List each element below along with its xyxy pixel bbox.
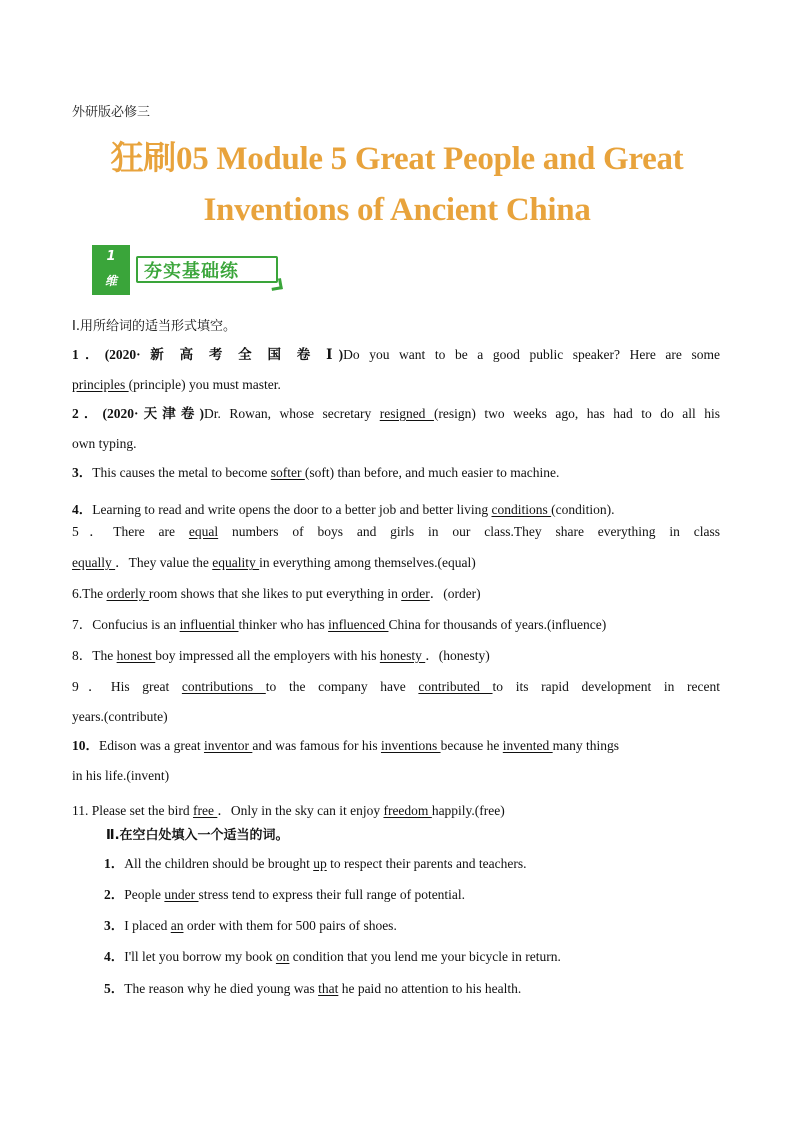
question-5-line-2: equally ．They value the equality in everything among themselves.(equal) xyxy=(72,555,476,570)
question-4: 4．Learning to read and write opens the door to a better job and better living conditions (condition). xyxy=(72,502,615,517)
question-2-line-2: own typing. xyxy=(72,436,137,451)
section-badge xyxy=(92,245,288,295)
answer-blank: equally xyxy=(72,555,116,570)
question-6: 6.The orderly room shows that she likes to put everything in order．(order) xyxy=(72,586,481,601)
series-label: 外研版必修三 xyxy=(72,105,151,120)
badge-label: 夯实基础练 xyxy=(136,256,278,283)
answer-blank: honest xyxy=(116,648,156,663)
answer-blank: influenced xyxy=(328,617,389,632)
question-1-line-2: principles (principle) you must master. xyxy=(72,377,281,392)
title-line-2: Inventions of Ancient China xyxy=(203,192,591,228)
fill-question-1: 1．All the children should be brought up to respect their parents and teachers. xyxy=(104,856,527,871)
answer-blank: contributed xyxy=(418,679,493,694)
answer-blank: inventions xyxy=(380,738,441,753)
question-7: 7．Confucius is an influential thinker who has influenced China for thousands of years.(influence) xyxy=(72,617,607,632)
question-3: 3．This causes the metal to become softer (soft) than before, and much easier to machine. xyxy=(72,465,560,480)
section-2-heading: Ⅱ.在空白处填入一个适当的词。 xyxy=(106,828,289,843)
answer-blank: softer xyxy=(270,465,305,480)
answer-blank: order xyxy=(401,586,430,601)
badge-tick-icon xyxy=(270,278,283,291)
badge-number-top: 1 xyxy=(106,249,116,264)
badge-number xyxy=(92,245,130,295)
question-2-source: (2020·天津卷) xyxy=(102,406,204,421)
answer-blank: principles xyxy=(72,377,129,392)
question-5-line-1: 5．There are equal numbers of boys and girls in our class.They share everything in class xyxy=(72,524,720,539)
answer-blank: an xyxy=(170,918,184,933)
answer-blank: equal xyxy=(188,524,219,539)
question-1-source: (2020· 新 高 考 全 国 卷 Ⅰ) xyxy=(104,347,344,362)
fill-question-2: 2．People under stress tend to express their full range of potential. xyxy=(104,887,466,902)
answer-blank: honesty xyxy=(379,648,426,663)
answer-blank: inventor xyxy=(203,738,253,753)
answer-blank: that xyxy=(318,981,339,996)
answer-blank: freedom xyxy=(383,803,432,818)
question-2-line-1: 2．(2020·天津卷)Dr. Rowan, whose secretary resigned (resign) two weeks ago, has had to do all his xyxy=(72,406,720,421)
answer-blank: equality xyxy=(212,555,260,570)
answer-blank: up xyxy=(313,856,327,871)
answer-blank: influential xyxy=(179,617,239,632)
title-line-1: 狂刷05 Module 5 Great People and Great xyxy=(110,141,684,177)
answer-blank: resigned xyxy=(379,406,434,421)
question-10-line-2: in his life.(invent) xyxy=(72,768,170,783)
fill-question-3: 3．I placed an order with them for 500 pairs of shoes. xyxy=(104,918,397,933)
question-8: 8．The honest boy impressed all the employers with his honesty ．(honesty) xyxy=(72,648,490,663)
section-1-heading: I.用所给词的适当形式填空。 xyxy=(72,319,236,334)
fill-question-4: 4．I'll let you borrow my book on condition that you lend me your bicycle in return. xyxy=(104,949,561,964)
answer-blank: under xyxy=(164,887,199,902)
question-9-line-1: 9．His great contributions to the company have contributed to its rapid development in recent xyxy=(72,679,721,694)
question-11: 11. Please set the bird free ．Only in the sky can it enjoy freedom happily.(free) xyxy=(72,803,505,818)
answer-blank: invented xyxy=(502,738,553,753)
question-10-line-1: 10．Edison was a great inventor and was famous for his inventions because he invented many things xyxy=(72,738,620,753)
question-1-line-1: 1．(2020· 新 高 考 全 国 卷 Ⅰ)Do you want to be a good public speaker? Here are some xyxy=(72,347,720,362)
answer-blank: contributions xyxy=(181,679,266,694)
badge-number-bottom: 维 xyxy=(104,274,117,288)
answer-blank: on xyxy=(275,949,290,964)
question-9-line-2: years.(contribute) xyxy=(72,709,168,724)
fill-question-5: 5．The reason why he died young was that he paid no attention to his health. xyxy=(104,981,522,996)
answer-blank: free xyxy=(192,803,218,818)
answer-blank: orderly xyxy=(106,586,149,601)
answer-blank: conditions xyxy=(491,502,552,517)
